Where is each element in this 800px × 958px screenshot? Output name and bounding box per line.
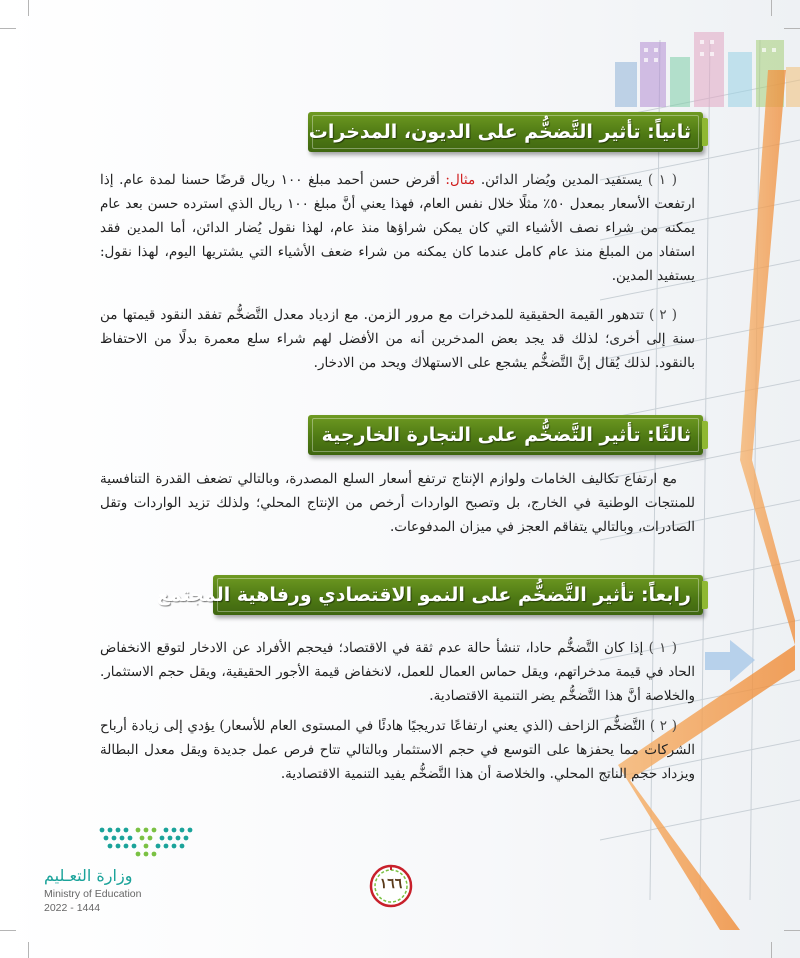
paragraph-savings-erosion [100, 303, 695, 375]
section-heading-growth-welfare [156, 575, 703, 615]
paragraph-lead: يستفيد المدين ويُضار الدائن. [475, 172, 643, 188]
section-title: ثانياً: تأثير التَّضخُّم على الديون، المدخرات [308, 121, 691, 143]
blue-arrow-decoration [700, 640, 760, 690]
paragraph-foreign-trade [100, 467, 695, 539]
ministry-name-arabic: وزارة التعـليم [44, 866, 133, 885]
section-title: رابعاً: تأثير التَّضخُّم على النمو الاقتصادي ورفاهية المجتمع [156, 584, 691, 606]
paragraph-body: إذا كان التَّضخُّم حادا، تنشأ حالة عدم ثقة في الاقتصاد؛ فيحجم الأفراد عن الادخار لتوقع الانخفاض الحاد في قيمة مدخراتهم، ويقل حماس العمال للعمل، لانخفاض قيمة الأجور الحقيقية، ويقل حجم الاستثمار. والخلاصة أنَّ هذا التَّضخُّم يضر التنمية الاقتصادية. [100, 640, 695, 704]
paragraph-creeping-inflation [100, 714, 695, 786]
paragraph-body: تتدهور القيمة الحقيقية للمدخرات مع مرور الزمن. مع ازدياد معدل التَّضخُّم تفقد النقود قيمتها من سنة إلى أخرى؛ لذلك قد يجد بعض المدخرين أنه من الأفضل لهم شراء سلع معمرة بدلًا من الاحتفاظ بالنقود. لذلك يُقال إنَّ التَّضخُّم يشجع على الاستهلاك ويحد من الادخار. [100, 307, 695, 371]
example-label: مثال: [445, 172, 476, 188]
section-heading-foreign-trade [308, 415, 703, 455]
paragraph-severe-inflation [100, 636, 695, 708]
paragraph-body: التَّضخُّم الزاحف (الذي يعني ارتفاعًا تدريجيًا هادئًا في المستوى العام للأسعار) يؤدي إلى زيادة أرباح الشركات مما يحفزها على التوسع في حجم الاستثمار وبالتالي تتاح فرص عمل جديدة ويقل معدل البطالة ويزداد حجم الناتج المحلي. والخلاصة أن هذا التَّضخُّم يفيد التنمية الاقتصادية. [100, 718, 695, 782]
item-number: ( ١ ) [647, 172, 677, 188]
ministry-of-education-logo [96, 824, 194, 862]
item-number: ( ٢ ) [649, 718, 677, 734]
section-title: ثالثًا: تأثير التَّضخُّم على التجارة الخارجية [321, 424, 691, 446]
section-heading-debts-savings [308, 112, 703, 152]
edition-year: 2022 - 1444 [44, 902, 101, 914]
item-number: ( ١ ) [648, 640, 677, 656]
page-number: ١٦٦ [379, 876, 403, 892]
paragraph-body: أقرض حسن أحمد مبلغ ١٠٠ ريال قرضًا حسنا لمدة عام. إذا ارتفعت الأسعار بمعدل ٥٠٪ مثلًا خلال نفس العام، فهذا يعني أنَّ مبلغ ١٠٠ ريال الذي استرده حسن بعد عام يمكنه من شراء نصف الأشياء التي كان يمكن شراؤها منذ عام، لهذا نقول يُضار الدائن، أما المدين فقد استفاد من المبلغ منذ عام كامل عندما كان يمكنه من شراء ضعف الأشياء التي يشتريها اليوم، لهذا نقول: يستفيد المدين. [100, 172, 695, 284]
paragraph-body: مع ارتفاع تكاليف الخامات ولوازم الإنتاج ترتفع أسعار السلع المصدرة، وبالتالي تضعف القدرة التنافسية للمنتجات الوطنية في الخارج، بل وتصبح الواردات أرخص من الإنتاج المحلي؛ ولذلك تزيد الواردات وتقل الصادرات، وبالتالي يتفاقم العجز في ميزان المدفوعات. [100, 471, 695, 535]
paragraph-debtor-benefits [100, 168, 695, 288]
ministry-name-english: Ministry of Education [44, 888, 142, 900]
item-number: ( ٢ ) [649, 307, 677, 323]
